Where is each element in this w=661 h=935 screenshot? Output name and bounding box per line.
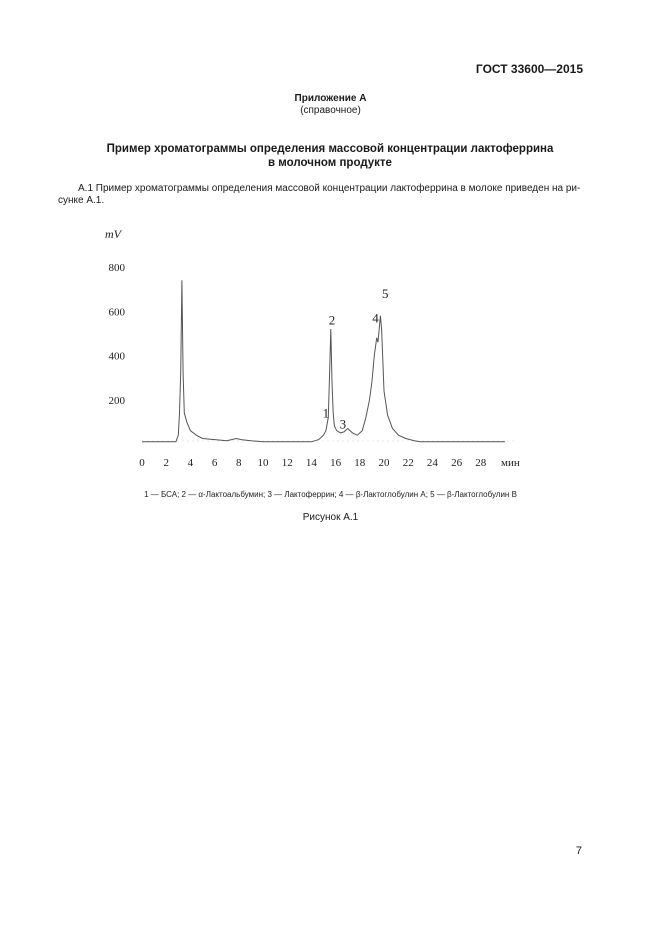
y-tick-label: 400 — [108, 350, 125, 363]
x-tick-label: 28 — [475, 457, 487, 469]
x-tick-label: 12 — [281, 457, 293, 469]
x-axis-label: мин — [501, 457, 520, 469]
peak-labels — [323, 286, 389, 432]
x-tick-label: 14 — [305, 457, 317, 469]
peak-label-5: 5 — [381, 285, 389, 301]
x-tick-label: 6 — [211, 457, 218, 469]
x-tick-label: 4 — [187, 457, 194, 469]
y-tick-label: 800 — [108, 262, 125, 274]
x-tick-label: 16 — [330, 457, 342, 469]
peak-label-3: 3 — [339, 416, 347, 432]
x-tick-label: 20 — [378, 457, 390, 469]
x-tick-label: 10 — [257, 457, 269, 469]
annex-subtitle: (справочное) — [300, 105, 361, 116]
x-tick-label: 24 — [426, 457, 438, 469]
chromatogram-chart — [95, 222, 535, 477]
annex-title: Приложение А — [294, 93, 367, 104]
x-tick-label: 8 — [236, 457, 242, 469]
y-axis-label-group — [105, 227, 123, 241]
y-tick-label: 600 — [108, 306, 125, 319]
figure-caption: Рисунок А.1 — [302, 512, 359, 523]
figure-legend: 1 — БСА; 2 — α-Лактоальбумин; 3 — Лактоферрин; 4 — β-Лактоглобулин А; 5 — β-Лактоглобулин В — [144, 490, 517, 499]
x-tick-label: 26 — [451, 457, 463, 469]
y-axis-label: mV — [105, 227, 121, 241]
section-heading-line1: Пример хроматограммы определения массовой концентрации лактоферрина — [106, 143, 554, 155]
x-tick-labels — [139, 457, 487, 469]
peak-label-2: 2 — [328, 312, 336, 328]
body-paragraph-line1: А.1 Пример хроматограммы определения массовой концентрации лактоферрина в молоке приведен на ри- — [78, 183, 581, 194]
x-tick-label: 2 — [163, 457, 169, 469]
x-tick-label: 0 — [139, 457, 145, 469]
section-heading-line2: в молочном продукте — [268, 157, 392, 169]
body-paragraph-line2: сунке А.1. — [58, 195, 105, 206]
peak-label-4: 4 — [372, 310, 379, 326]
x-tick-label: 22 — [402, 457, 414, 469]
standard-number: ГОСТ 33600—2015 — [475, 62, 583, 76]
y-tick-labels — [109, 262, 126, 407]
y-tick-label: 200 — [108, 394, 125, 407]
peak-label-1: 1 — [322, 405, 330, 421]
x-tick-label: 18 — [354, 457, 366, 469]
page-number: 7 — [575, 845, 582, 857]
